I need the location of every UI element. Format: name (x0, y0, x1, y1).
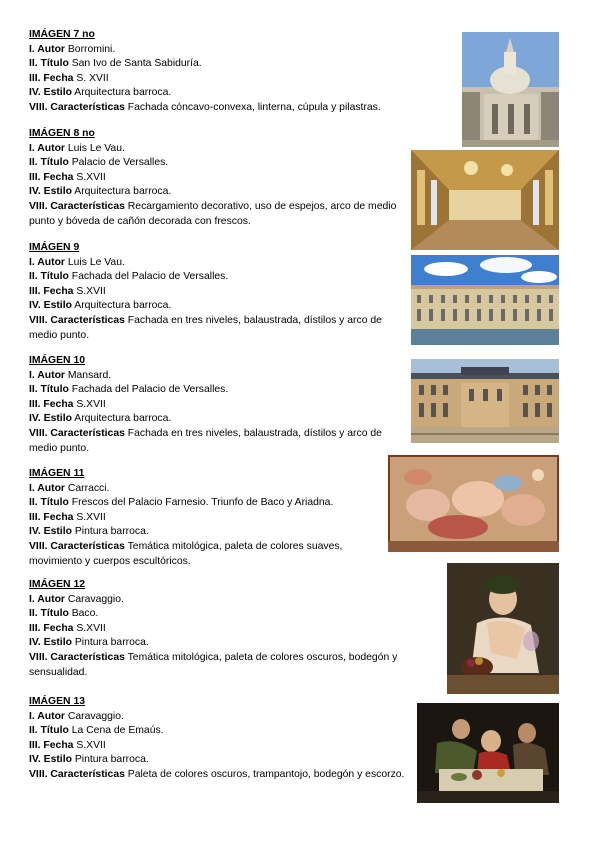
estilo-label: IV. Estilo (29, 300, 72, 312)
entry-13 (29, 695, 409, 783)
fecha-label: III. Fecha (29, 622, 74, 634)
fecha-value: S.XVII (76, 398, 106, 410)
titulo-value: Fachada del Palacio de Versalles. (71, 384, 229, 396)
entry-heading: IMÁGEN 8 no (29, 128, 95, 139)
caracteristicas-value: Fachada en tres niveles, balaustrada, dístilos y arco de medio punto. (29, 314, 382, 341)
entry-10 (29, 354, 404, 456)
caracteristicas-value: Temática mitológica, paleta de colores suaves, movimiento y cuerpos escultóricos. (29, 540, 343, 567)
autor-value: Mansard. (67, 369, 112, 381)
autor-value: Borromini. (67, 43, 116, 55)
autor-value: Carracci. (67, 482, 110, 494)
titulo-value: San Ivo de Santa Sabiduría. (71, 58, 202, 70)
entry-heading: IMÁGEN 11 (29, 468, 85, 479)
autor-label: I. Autor (29, 710, 65, 722)
estilo-label: IV. Estilo (29, 413, 72, 425)
caracteristicas-label: VIII. Características (29, 200, 125, 212)
entry-heading: IMÁGEN 12 (29, 579, 86, 590)
supper-emmaus-painting (417, 703, 559, 803)
autor-value: Luis Le Vau. (67, 256, 125, 268)
titulo-value: Fachada del Palacio de Versalles. (71, 271, 229, 283)
entry-heading: IMÁGEN 13 (29, 696, 86, 707)
titulo-label: II. Título (29, 157, 69, 169)
titulo-label: II. Título (29, 384, 69, 396)
entry-heading: IMÁGEN 9 (29, 242, 80, 253)
fecha-value: S.XVII (76, 622, 106, 634)
fecha-value: S.XVII (76, 171, 106, 183)
estilo-value: Arquitectura barroca. (74, 87, 172, 99)
autor-label: I. Autor (29, 369, 65, 381)
estilo-label: IV. Estilo (29, 754, 72, 766)
fecha-label: III. Fecha (29, 171, 74, 183)
fecha-label: III. Fecha (29, 285, 74, 297)
titulo-label: II. Título (29, 58, 69, 70)
marble-court-photo (411, 359, 559, 443)
titulo-value: Palacio de Versalles. (71, 157, 169, 169)
entry-11 (29, 467, 384, 569)
titulo-value: La Cena de Emaús. (71, 725, 164, 737)
caracteristicas-value: Paleta de colores oscuros, trampantojo, bodegón y escorzo. (127, 768, 405, 780)
caracteristicas-label: VIII. Características (29, 101, 125, 113)
fecha-value: S.XVII (76, 285, 106, 297)
entry-8 (29, 127, 404, 229)
hall-of-mirrors-photo (411, 150, 559, 250)
entry-12 (29, 578, 429, 680)
titulo-label: II. Título (29, 497, 69, 509)
estilo-label: IV. Estilo (29, 637, 72, 649)
autor-value: Caravaggio. (67, 710, 124, 722)
fecha-label: III. Fecha (29, 72, 74, 84)
estilo-label: IV. Estilo (29, 186, 72, 198)
church-facade-photo (462, 32, 559, 147)
estilo-label: IV. Estilo (29, 526, 72, 538)
estilo-value: Arquitectura barroca. (74, 300, 172, 312)
entry-9 (29, 241, 404, 343)
autor-label: I. Autor (29, 593, 65, 605)
fecha-label: III. Fecha (29, 398, 74, 410)
entry-heading: IMÁGEN 7 no (29, 29, 95, 40)
autor-value: Luis Le Vau. (67, 142, 125, 154)
autor-label: I. Autor (29, 256, 65, 268)
titulo-label: II. Título (29, 725, 69, 737)
caracteristicas-label: VIII. Características (29, 540, 125, 552)
titulo-value: Frescos del Palacio Farnesio. Triunfo de Baco y Ariadna. (71, 497, 334, 509)
caracteristicas-value: Recargamiento decorativo, uso de espejos, arco de medio punto y bóveda de cañón decorada con frescos. (29, 200, 397, 227)
autor-value: Caravaggio. (67, 593, 124, 605)
caracteristicas-label: VIII. Características (29, 427, 125, 439)
fecha-label: III. Fecha (29, 511, 74, 523)
estilo-value: Arquitectura barroca. (74, 186, 172, 198)
fecha-value: S.XVII (76, 739, 106, 751)
caracteristicas-label: VIII. Características (29, 314, 125, 326)
caracteristicas-value: Fachada en tres niveles, balaustrada, dístilos y arco de medio punto. (29, 427, 382, 454)
estilo-value: Pintura barroca. (74, 754, 149, 766)
caracteristicas-value: Temática mitológica, paleta de colores oscuros, bodegón y sensualidad. (29, 651, 398, 678)
entry-7 (29, 28, 429, 116)
fecha-label: III. Fecha (29, 739, 74, 751)
autor-label: I. Autor (29, 43, 65, 55)
caracteristicas-label: VIII. Características (29, 651, 125, 663)
caracteristicas-label: VIII. Características (29, 768, 125, 780)
titulo-label: II. Título (29, 271, 69, 283)
fecha-value: S.XVII (76, 511, 106, 523)
palace-facade-photo (411, 255, 559, 345)
fecha-value: S. XVII (76, 72, 109, 84)
caracteristicas-value: Fachada cóncavo-convexa, linterna, cúpula y pilastras. (127, 101, 381, 113)
autor-label: I. Autor (29, 482, 65, 494)
estilo-value: Arquitectura barroca. (74, 413, 172, 425)
autor-label: I. Autor (29, 142, 65, 154)
entry-heading: IMÁGEN 10 (29, 355, 86, 366)
titulo-label: II. Título (29, 608, 69, 620)
fresco-painting (388, 455, 559, 552)
titulo-value: Baco. (71, 608, 99, 620)
estilo-label: IV. Estilo (29, 87, 72, 99)
estilo-value: Pintura barroca. (74, 637, 149, 649)
estilo-value: Pintura barroca. (74, 526, 149, 538)
bacchus-painting (447, 563, 559, 694)
